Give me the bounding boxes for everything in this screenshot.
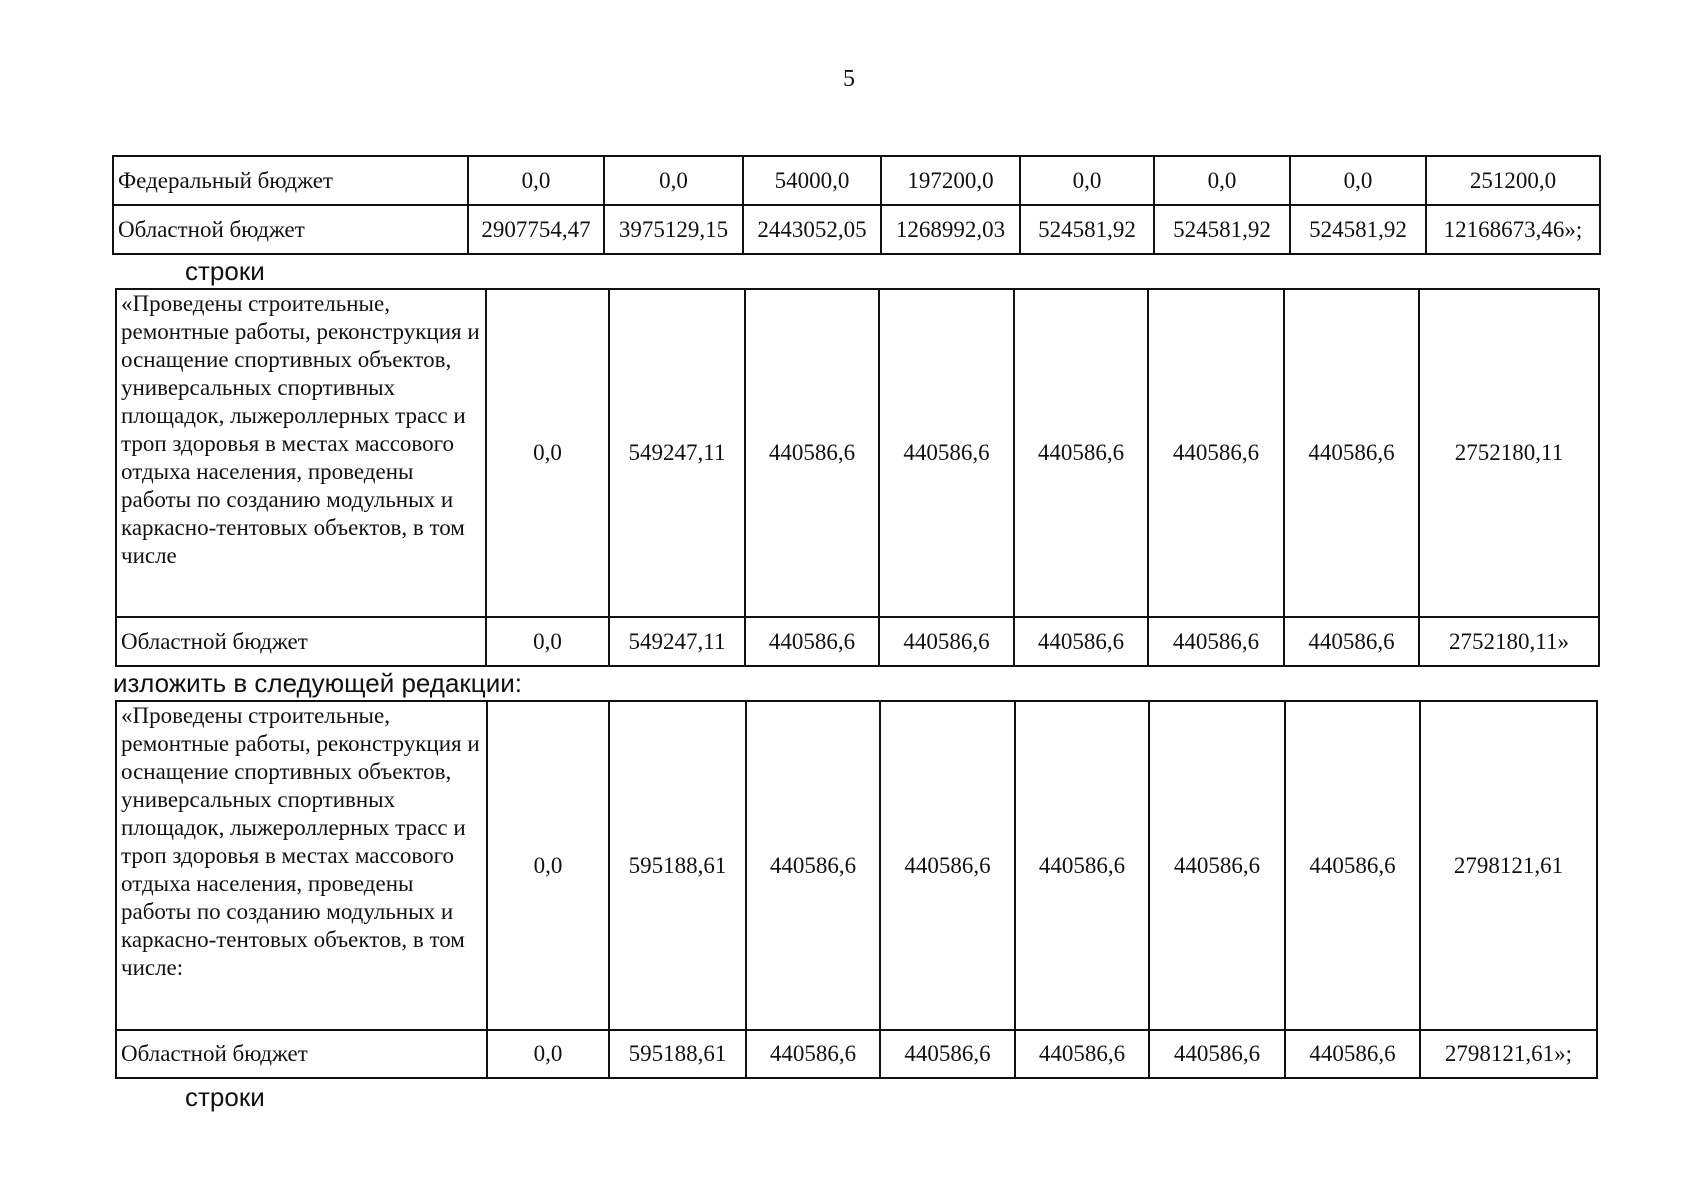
row-label: Федеральный бюджет — [113, 156, 468, 205]
table-row — [116, 701, 1597, 1030]
table-cell: 2752180,11 — [1419, 289, 1599, 617]
table-cell: 0,0 — [487, 701, 609, 1030]
table-cell: 440586,6 — [1014, 289, 1148, 617]
table-cell: 595188,61 — [609, 1030, 746, 1078]
table-cell: 0,0 — [468, 156, 604, 205]
note-new-edition: изложить в следующей редакции: — [113, 668, 522, 698]
table-row — [116, 617, 1599, 666]
table-cell: 3975129,15 — [604, 205, 743, 254]
table-cell: 440586,6 — [746, 1030, 880, 1078]
table-row — [116, 289, 1599, 617]
table-cell: 524581,92 — [1020, 205, 1154, 254]
table-cell: 0,0 — [486, 617, 609, 666]
note-lines-bottom: строки — [185, 1082, 265, 1112]
table-cell: 440586,6 — [1149, 701, 1285, 1030]
table-cell: 2798121,61»; — [1420, 1030, 1597, 1078]
row-label: Областной бюджет — [116, 617, 486, 666]
table-cell: 440586,6 — [745, 617, 879, 666]
row-label: «Проведены строительные, ремонтные работы, реконструкция и оснащение спортивных объектов, универсальных спортивных площадок, лыжероллерных трасс и троп здоровья в местах массового отдыха населения, проведены работы по созданию модульных и каркасно-тентовых объектов, в том числе — [116, 289, 486, 617]
budget-table-top — [112, 155, 1601, 255]
row-label: Областной бюджет — [113, 205, 468, 254]
table-cell: 54000,0 — [743, 156, 881, 205]
table-cell: 440586,6 — [1148, 617, 1284, 666]
table-cell: 440586,6 — [1148, 289, 1284, 617]
table-cell: 440586,6 — [1284, 289, 1419, 617]
table-cell: 524581,92 — [1290, 205, 1426, 254]
budget-table-old — [115, 288, 1600, 667]
table-cell: 440586,6 — [1284, 617, 1419, 666]
table-cell: 440586,6 — [1014, 617, 1148, 666]
table-cell: 549247,11 — [609, 617, 745, 666]
table-cell: 1268992,03 — [881, 205, 1020, 254]
table-cell: 2907754,47 — [468, 205, 604, 254]
table-row — [116, 1030, 1597, 1078]
table-cell: 440586,6 — [1285, 701, 1420, 1030]
table-cell: 440586,6 — [1285, 1030, 1420, 1078]
table-cell: 0,0 — [604, 156, 743, 205]
table-cell: 549247,11 — [609, 289, 745, 617]
table-cell: 440586,6 — [880, 1030, 1015, 1078]
table-cell: 440586,6 — [1015, 701, 1149, 1030]
table-cell: 595188,61 — [609, 701, 746, 1030]
table-cell: 440586,6 — [880, 701, 1015, 1030]
table-cell: 440586,6 — [879, 289, 1014, 617]
page-number: 5 — [843, 66, 855, 92]
table-cell: 197200,0 — [881, 156, 1020, 205]
table-cell: 2443052,05 — [743, 205, 881, 254]
table-row — [113, 205, 1600, 254]
table-cell: 440586,6 — [746, 701, 880, 1030]
table-cell: 251200,0 — [1426, 156, 1600, 205]
table-row — [113, 156, 1600, 205]
table-cell: 0,0 — [1154, 156, 1290, 205]
budget-table-new — [115, 700, 1598, 1079]
table-cell: 440586,6 — [1149, 1030, 1285, 1078]
table-cell: 440586,6 — [745, 289, 879, 617]
table-cell: 0,0 — [1290, 156, 1426, 205]
table-cell: 0,0 — [487, 1030, 609, 1078]
table-cell: 440586,6 — [1015, 1030, 1149, 1078]
row-label: Областной бюджет — [116, 1030, 487, 1078]
table-cell: 524581,92 — [1154, 205, 1290, 254]
table-cell: 12168673,46»; — [1426, 205, 1600, 254]
table-cell: 440586,6 — [879, 617, 1014, 666]
table-cell: 2752180,11» — [1419, 617, 1599, 666]
table-cell: 0,0 — [1020, 156, 1154, 205]
table-cell: 2798121,61 — [1420, 701, 1597, 1030]
table-cell: 0,0 — [486, 289, 609, 617]
row-label: «Проведены строительные, ремонтные работы, реконструкция и оснащение спортивных объектов, универсальных спортивных площадок, лыжероллерных трасс и троп здоровья в местах массового отдыха населения, проведены работы по созданию модульных и каркасно-тентовых объектов, в том числе: — [116, 701, 487, 1030]
note-lines: строки — [185, 256, 265, 286]
